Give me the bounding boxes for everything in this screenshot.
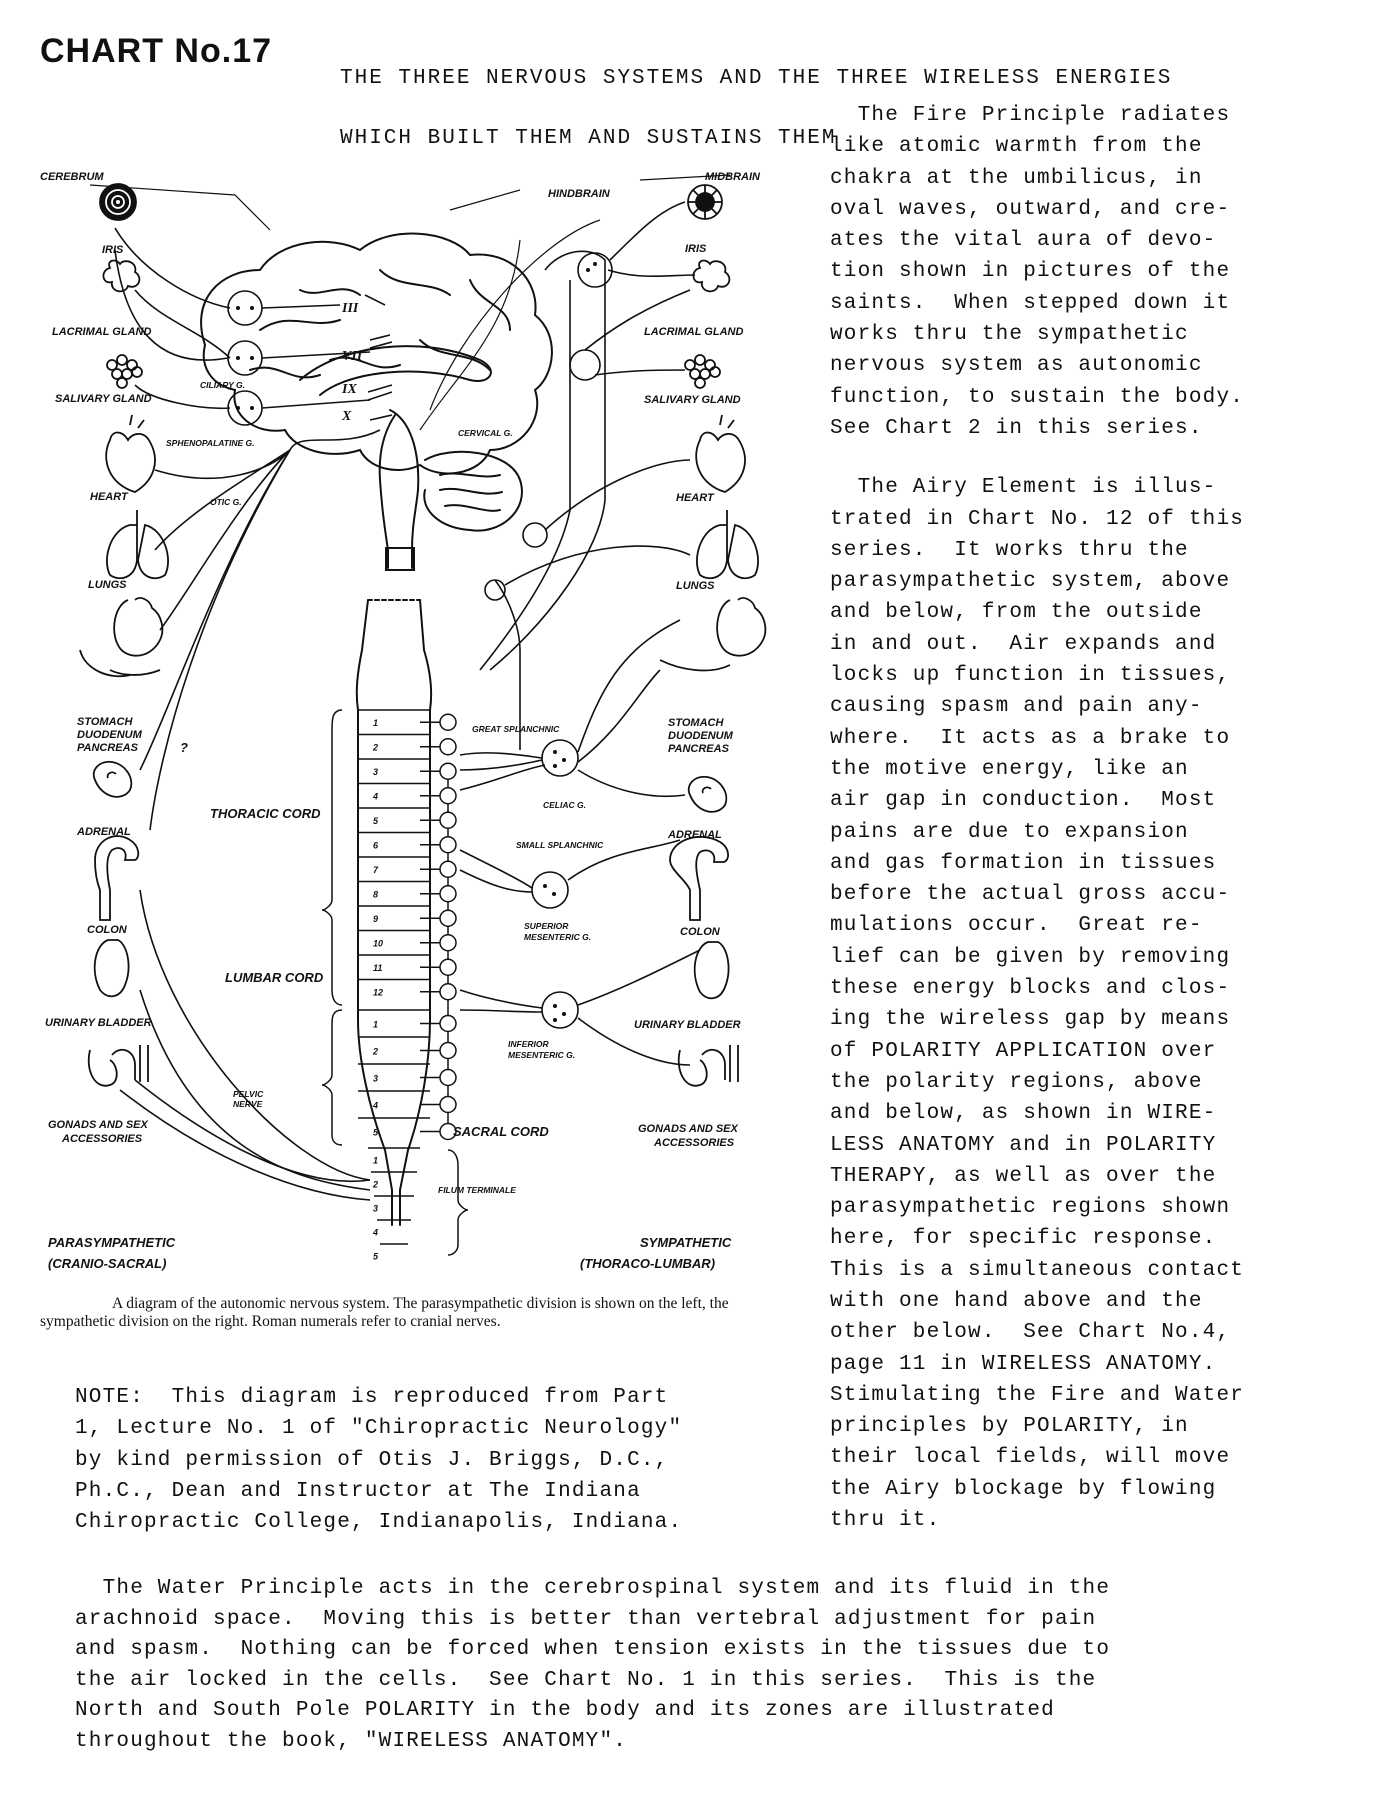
label-lacrimal-left: LACRIMAL GLAND (52, 326, 152, 338)
text-line: tion shown in pictures of the (830, 260, 1231, 284)
label-salivary-right: SALIVARY GLAND (644, 394, 741, 406)
text-line: the Airy blockage by flowing (830, 1477, 1217, 1501)
label-ciliary: CILIARY G. (200, 380, 246, 390)
label-salivary-left: SALIVARY GLAND (55, 393, 152, 405)
text-line: thru it. (830, 1509, 941, 1533)
sympathetic-chain-ganglion (440, 959, 456, 975)
label-small-splanchnic: SMALL SPLANCHNIC (516, 840, 604, 850)
sympathetic-chain-ganglion (440, 910, 456, 926)
text-line: the polarity regions, above (830, 1070, 1203, 1094)
label-pancreas-right: PANCREAS (668, 743, 729, 755)
label-heart-right: HEART (676, 492, 714, 504)
text-line: works thru the sympathetic (830, 323, 1189, 347)
text-line: saints. When stepped down it (830, 291, 1231, 315)
salivary-gland-icon-right (685, 355, 720, 388)
text-line: pains are due to expansion (830, 820, 1189, 844)
sympathetic-chain-ganglion (440, 1016, 456, 1032)
sympathetic-chain-ganglion (440, 763, 456, 779)
text-line: LESS ANATOMY and in POLARITY (830, 1133, 1217, 1157)
text-line: the air locked in the cells. See Chart No. 1 in this series. This is the (75, 1668, 1097, 1692)
sympathetic-chain-ganglion (440, 837, 456, 853)
label-thoraco-lumbar: (THORACO-LUMBAR) (580, 1256, 716, 1271)
text-line: See Chart 2 in this series. (830, 416, 1203, 440)
salivary-gland-icon-left (107, 355, 142, 388)
sphenopalatine-ganglion (228, 341, 262, 375)
sacral-segment-number: 5 (373, 1251, 379, 1262)
sympathetic-chain-ganglion (440, 714, 456, 730)
fire-principle-paragraph (830, 100, 1350, 444)
text-line: here, for specific response. (830, 1227, 1217, 1251)
thoracic-segment-number: 7 (373, 864, 379, 875)
sacral-segment-number: 1 (373, 1155, 379, 1166)
lumbar-segment-number: 2 (373, 1046, 379, 1057)
colon-icon-right (670, 837, 728, 920)
label-lungs-right: LUNGS (676, 580, 715, 592)
label-heart-left: HEART (90, 491, 128, 503)
sympathetic-chain-ganglion (440, 1043, 456, 1059)
label-sphenopalatine: SPHENOPALATINE G. (166, 438, 255, 448)
lumbar-segment-number: 5 (373, 1127, 379, 1138)
text-line: and below, as shown in WIRE- (830, 1102, 1217, 1126)
thoracic-segment-number: 9 (373, 913, 379, 924)
superior-cervical-ganglion (578, 253, 612, 287)
corpus-callosum (300, 346, 491, 395)
text-line: the motive energy, like an (830, 757, 1189, 781)
thoracic-segment-number: 11 (373, 962, 383, 973)
text-line: The Airy Element is illus- (830, 476, 1217, 500)
label-lacrimal-right: LACRIMAL GLAND (644, 326, 744, 338)
text-line: trated in Chart No. 12 of this (830, 507, 1245, 531)
sacral-cord-bracket (448, 1150, 468, 1255)
sympathetic-chain-ganglion (440, 935, 456, 951)
label-superior: SUPERIOR (524, 921, 569, 931)
label-cerebrum: CEREBRUM (40, 171, 104, 183)
text-line: of POLARITY APPLICATION over (830, 1039, 1217, 1063)
label-stomach-right: STOMACH (668, 717, 724, 729)
label-inferior: INFERIOR (508, 1039, 549, 1049)
label-urinary-right: URINARY BLADDER (634, 1019, 741, 1031)
text-line: ates the vital aura of devo- (830, 229, 1217, 253)
sacral-segment-number: 4 (373, 1227, 379, 1238)
thoracic-segment-number: 5 (373, 815, 379, 826)
label-parasympathetic: PARASYMPATHETIC (48, 1235, 176, 1250)
sacral-segment-number: 2 (373, 1179, 379, 1190)
text-line: ing the wireless gap by means (830, 1008, 1231, 1032)
label-adrenal-left: ADRENAL (77, 826, 131, 838)
lungs-icon-left (107, 510, 168, 578)
cerebellum-folds (440, 474, 502, 511)
label-lumbar-cord: LUMBAR CORD (225, 970, 324, 985)
text-line: principles by POLARITY, in (830, 1415, 1189, 1439)
label-adrenal-right: ADRENAL (668, 829, 722, 841)
text-line: like atomic warmth from the (830, 135, 1203, 159)
sympathetic-chain-ganglion (440, 739, 456, 755)
autonomic-nervous-system-diagram (40, 130, 800, 1290)
text-line: nervous system as autonomic (830, 354, 1203, 378)
label-duodenum-right: DUODENUM (668, 730, 733, 742)
label-urinary-left: URINARY BLADDER (45, 1017, 152, 1029)
text-line: page 11 in WIRELESS ANATOMY. (830, 1352, 1217, 1376)
label-cranio-sacral: (CRANIO-SACRAL) (48, 1256, 167, 1271)
label-otic: OTIC G. (210, 497, 242, 507)
thoracic-segment-number: 10 (373, 938, 384, 949)
text-line: and spasm. Nothing can be forced when tension exists in the tissues due to (75, 1638, 1111, 1661)
sympathetic-chain-ganglion (440, 812, 456, 828)
thoracic-cord-bracket (322, 710, 342, 1005)
thoracic-segment-number: 12 (373, 987, 384, 998)
heart-icon-right (696, 415, 745, 492)
text-line: This is a simultaneous contact (830, 1258, 1245, 1282)
sympathetic-chain-ganglion (440, 1097, 456, 1113)
diagram-caption: A diagram of the autonomic nervous system. The parasympathetic division is shown on the left, the sympathetic division on the right. Roman numerals refer to cranial nerves. (40, 1295, 729, 1330)
text-line: oval waves, outward, and cre- (830, 197, 1231, 221)
thoracic-segment-number: 1 (373, 717, 379, 728)
label-pelvic: PELVIC (233, 1089, 264, 1099)
title-line: THE THREE NERVOUS SYSTEMS AND THE THREE WIRELESS ENERGIES (340, 67, 1173, 90)
chart-number: CHART No.17 (40, 32, 273, 70)
text-line: their local fields, will move (830, 1446, 1231, 1470)
iris-icon-right (688, 185, 722, 219)
brainstem-base (386, 548, 414, 570)
text-line: air gap in conduction. Most (830, 789, 1217, 813)
label-hindbrain: HINDBRAIN (548, 188, 610, 200)
thoracic-segment-number: 2 (373, 742, 379, 753)
text-line: Chiropractic College, Indianapolis, Indiana. (75, 1511, 683, 1535)
thoracic-segment-number: 6 (373, 840, 379, 851)
text-line: series. It works thru the (830, 538, 1189, 562)
note-paragraph (75, 1382, 835, 1538)
roman-vii: VII (342, 349, 363, 364)
text-line: The Water Principle acts in the cerebrospinal system and its fluid in the (75, 1577, 1111, 1600)
gonads-icon-left (89, 1045, 148, 1086)
sacral-segment-number: 3 (373, 1203, 379, 1214)
thoracic-segment-number: 8 (373, 889, 379, 900)
lumbar-segment-number: 4 (373, 1100, 379, 1111)
text-line: by kind permission of Otis J. Briggs, D.C., (75, 1448, 669, 1472)
label-gonads-right: GONADS AND SEX (638, 1123, 738, 1135)
text-line: The Fire Principle radiates (830, 104, 1231, 127)
text-line: with one hand above and the (830, 1289, 1203, 1313)
stomach-icon-right (660, 598, 765, 670)
text-line: throughout the book, "WIRELESS ANATOMY". (75, 1729, 628, 1753)
adrenal-icon-right (689, 777, 727, 812)
text-line: in and out. Air expands and (830, 632, 1217, 656)
thoracic-segment-number: 3 (373, 766, 379, 777)
roman-x: X (342, 409, 352, 424)
text-line: and gas formation in tissues (830, 851, 1217, 875)
text-line: causing spasm and pain any- (830, 695, 1203, 719)
title-line: WHICH BUILT THEM AND SUSTAINS THEM (340, 127, 837, 150)
celiac-ganglion (542, 740, 578, 776)
lungs-icon-right (697, 510, 758, 578)
sympathetic-chain-ganglion (440, 788, 456, 804)
label-colon-right: COLON (680, 926, 720, 938)
text-line: Stimulating the Fire and Water (830, 1383, 1245, 1407)
label-nerve: NERVE (233, 1099, 263, 1109)
text-line: mulations occur. Great re- (830, 914, 1203, 938)
stomach-icon-left (80, 598, 162, 676)
text-line: parasympathetic system, above (830, 570, 1231, 594)
text-line: lief can be given by removing (830, 945, 1231, 969)
roman-ix: IX (342, 382, 357, 397)
label-thoracic-cord: THORACIC CORD (210, 806, 321, 821)
label-stomach-left: STOMACH (77, 716, 133, 728)
label-midbrain: MIDBRAIN (705, 171, 760, 183)
label-iris-left: IRIS (102, 244, 124, 256)
label-sacral-cord: SACRAL CORD (453, 1124, 549, 1139)
sympathetic-chain-ganglion (440, 1070, 456, 1086)
text-line: parasympathetic regions shown (830, 1196, 1231, 1220)
inferior-cervical-ganglion (523, 523, 547, 547)
label-celiac: CELIAC G. (543, 800, 586, 810)
heart-icon-left (106, 415, 155, 492)
label-gonads-left: GONADS AND SEX (48, 1119, 148, 1131)
text-line: other below. See Chart No.4, (830, 1321, 1231, 1345)
label-cervical: CERVICAL G. (458, 428, 513, 438)
label-pancreas-left: PANCREAS (77, 742, 138, 754)
lumbar-segment-number: 1 (373, 1019, 379, 1030)
adrenal-icon-left (94, 762, 132, 797)
text-line: locks up function in tissues, (830, 664, 1231, 688)
roman-iii: III (342, 301, 359, 316)
text-line: function, to sustain the body. (830, 385, 1245, 409)
water-principle-paragraph (75, 1574, 1365, 1757)
sympathetic-chain-ganglion (440, 886, 456, 902)
label-great-splanchnic: GREAT SPLANCHNIC (472, 724, 560, 734)
lumbar-segment-number: 3 (373, 1073, 379, 1084)
label-mesenteric-inferior: MESENTERIC G. (508, 1050, 576, 1060)
label-iris-right: IRIS (685, 243, 707, 255)
text-line: NOTE: This diagram is reproduced from Part (75, 1386, 669, 1409)
text-line: where. It acts as a brake to (830, 726, 1231, 750)
label-filum-terminale: FILUM TERMINALE (438, 1185, 516, 1195)
label-question: ? (180, 740, 188, 755)
lumbar-cord-bracket (322, 1010, 342, 1145)
label-lungs-left: LUNGS (88, 579, 127, 591)
inferior-mesenteric-ganglion (542, 992, 578, 1028)
superior-mesenteric-ganglion (532, 872, 568, 908)
text-line: THERAPY, as well as over the (830, 1164, 1217, 1188)
colon-icon-left (95, 836, 138, 920)
text-line: North and South Pole POLARITY in the body and its zones are illustrated (75, 1699, 1055, 1722)
label-sympathetic: SYMPATHETIC (640, 1235, 732, 1250)
airy-element-paragraph (830, 472, 1350, 1536)
text-line: Ph.C., Dean and Instructor at The Indiana (75, 1479, 641, 1503)
sympathetic-chain-ganglion (440, 861, 456, 877)
thoracic-segment-number: 4 (373, 791, 379, 802)
text-line: before the actual gross accu- (830, 883, 1231, 907)
text-line: chakra at the umbilicus, in (830, 166, 1203, 190)
text-line: 1, Lecture No. 1 of "Chiropractic Neurology" (75, 1417, 683, 1441)
iris-icon-left (100, 184, 136, 220)
brainstem (380, 410, 419, 568)
lacrimal-gland-icon-right (693, 261, 729, 292)
label-mesenteric-superior: MESENTERIC G. (524, 932, 592, 942)
label-colon-left: COLON (87, 924, 127, 936)
urinary-bladder-icon-left (95, 940, 129, 996)
label-duodenum-left: DUODENUM (77, 729, 142, 741)
text-line: these energy blocks and clos- (830, 977, 1231, 1001)
label-accessories-left: ACCESSORIES (62, 1133, 143, 1145)
label-accessories-right: ACCESSORIES (654, 1137, 735, 1149)
text-line: and below, from the outside (830, 601, 1203, 625)
right-text-column (830, 100, 1350, 1536)
ciliary-ganglion (228, 291, 262, 325)
sympathetic-chain-ganglion (440, 984, 456, 1000)
text-line: arachnoid space. Moving this is better than vertebral adjustment for pain (75, 1607, 1097, 1631)
